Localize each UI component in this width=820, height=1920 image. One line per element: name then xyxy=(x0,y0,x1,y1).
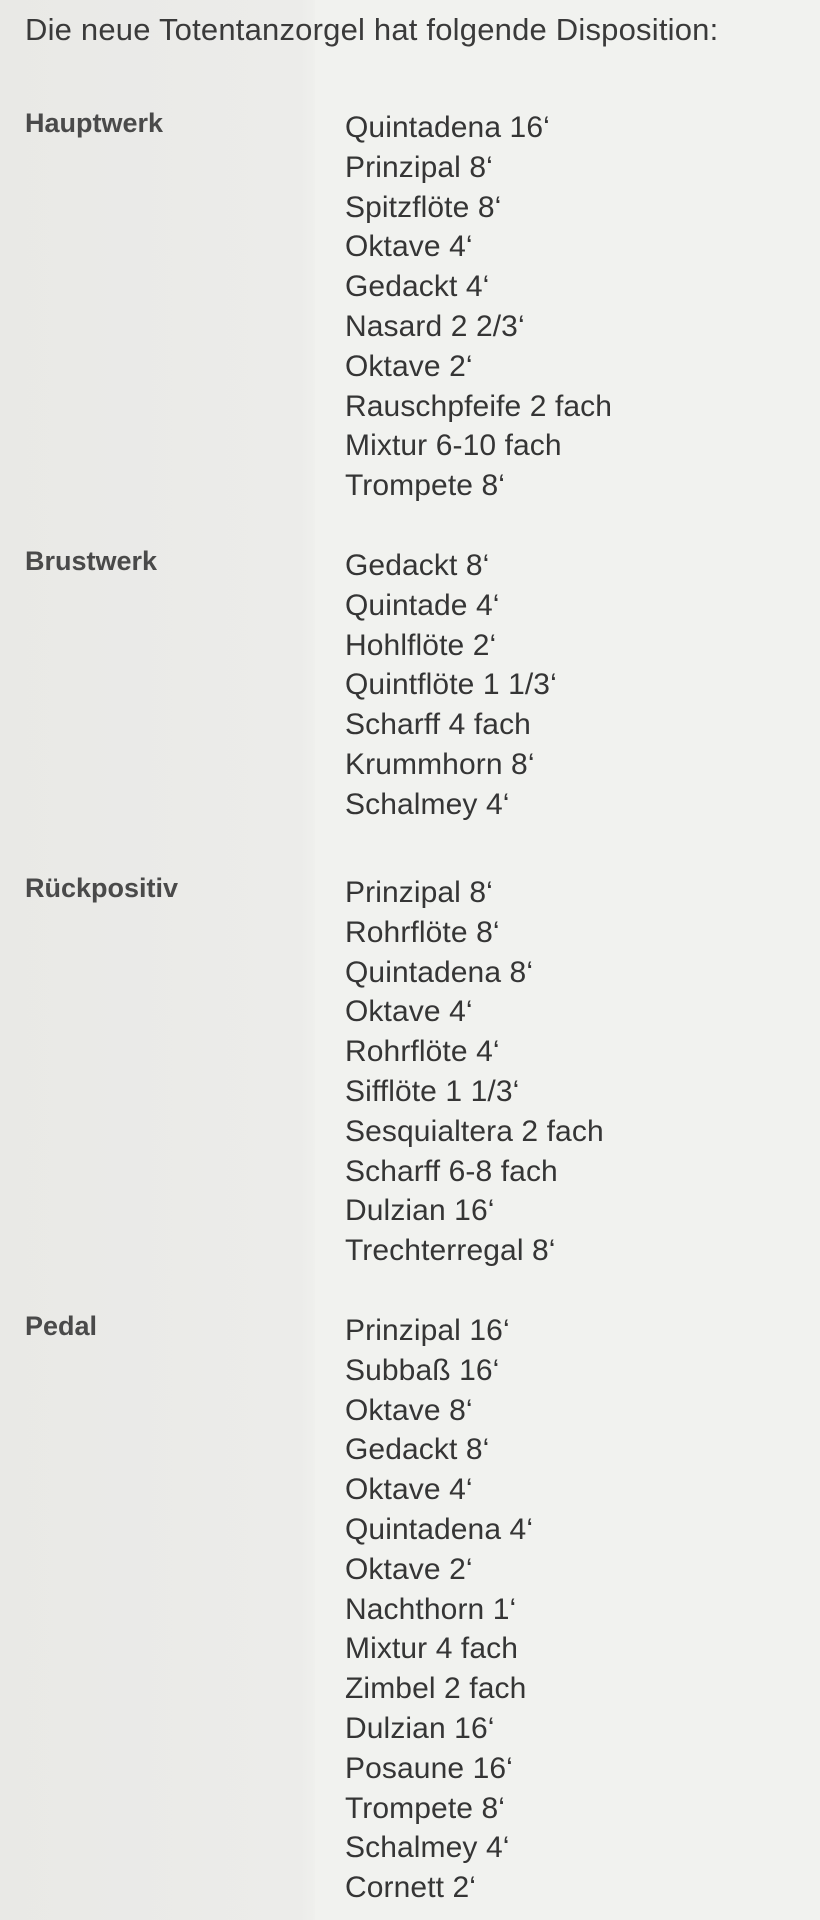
stop-item: Scharff 6-8 fach xyxy=(345,1154,558,1188)
stop-list xyxy=(345,873,604,1271)
stop-list xyxy=(345,108,612,506)
stop-item: Rohrflöte 4‘ xyxy=(345,1035,500,1069)
stop-item: Gedackt 4‘ xyxy=(345,270,490,304)
stop-item: Hohlflöte 2‘ xyxy=(345,628,497,662)
stop-list xyxy=(345,546,557,825)
stop-item: Scharff 4 fach xyxy=(345,708,531,742)
stop-item: Sesquialtera 2 fach xyxy=(345,1114,604,1148)
stop-item: Subbaß 16‘ xyxy=(345,1353,500,1387)
stop-item: Zimbel 2 fach xyxy=(345,1672,527,1706)
stop-item: Quintadena 4‘ xyxy=(345,1512,534,1546)
stop-item: Dulzian 16‘ xyxy=(345,1194,495,1228)
stop-item: Rohrflöte 8‘ xyxy=(345,915,500,949)
stop-item: Schalmey 4‘ xyxy=(345,787,510,821)
stop-item: Trompete 8‘ xyxy=(345,469,506,503)
section-title: Brustwerk xyxy=(25,546,158,576)
stop-item: Oktave 4‘ xyxy=(345,995,473,1029)
stop-item: Prinzipal 8‘ xyxy=(345,150,493,184)
stop-item: Sifflöte 1 1/3‘ xyxy=(345,1074,520,1108)
stop-item: Oktave 2‘ xyxy=(345,349,473,383)
stop-item: Spitzflöte 8‘ xyxy=(345,190,502,224)
stop-item: Posaune 16‘ xyxy=(345,1751,513,1785)
stop-item: Quintadena 8‘ xyxy=(345,955,534,989)
section-title: Pedal xyxy=(25,1311,98,1341)
stop-item: Trechterregal 8‘ xyxy=(345,1234,556,1268)
stop-item: Rauschpfeife 2 fach xyxy=(345,389,613,423)
stop-item: Oktave 4‘ xyxy=(345,230,473,264)
stop-item: Nasard 2 2/3‘ xyxy=(345,309,525,343)
stop-item: Dulzian 16‘ xyxy=(345,1711,495,1745)
stop-item: Oktave 2‘ xyxy=(345,1552,473,1586)
stop-item: Prinzipal 16‘ xyxy=(345,1314,510,1347)
stop-item: Nachthorn 1‘ xyxy=(345,1592,517,1626)
stop-list xyxy=(345,1311,533,1908)
intro-heading: Die neue Totentanzorgel hat folgende Disposition: xyxy=(25,12,719,47)
stop-item: Krummhorn 8‘ xyxy=(345,747,535,781)
stop-item: Mixtur 4 fach xyxy=(345,1632,519,1666)
stop-item: Quintflöte 1 1/3‘ xyxy=(345,668,557,702)
stop-item: Schalmey 4‘ xyxy=(345,1831,510,1865)
stop-item: Oktave 4‘ xyxy=(345,1473,473,1507)
section-title: Rückpositiv xyxy=(25,873,179,903)
stop-item: Trompete 8‘ xyxy=(345,1791,506,1825)
stop-item: Gedackt 8‘ xyxy=(345,1433,490,1467)
stop-item: Quintade 4‘ xyxy=(345,588,500,622)
stop-item: Cornett 2‘ xyxy=(345,1871,477,1905)
stop-item: Quintadena 16‘ xyxy=(345,111,550,144)
section-title: Hauptwerk xyxy=(25,108,164,138)
stop-item: Mixtur 6-10 fach xyxy=(345,429,562,463)
stop-item: Gedackt 8‘ xyxy=(345,549,490,582)
stop-item: Prinzipal 8‘ xyxy=(345,876,493,909)
stop-item: Oktave 8‘ xyxy=(345,1393,473,1427)
